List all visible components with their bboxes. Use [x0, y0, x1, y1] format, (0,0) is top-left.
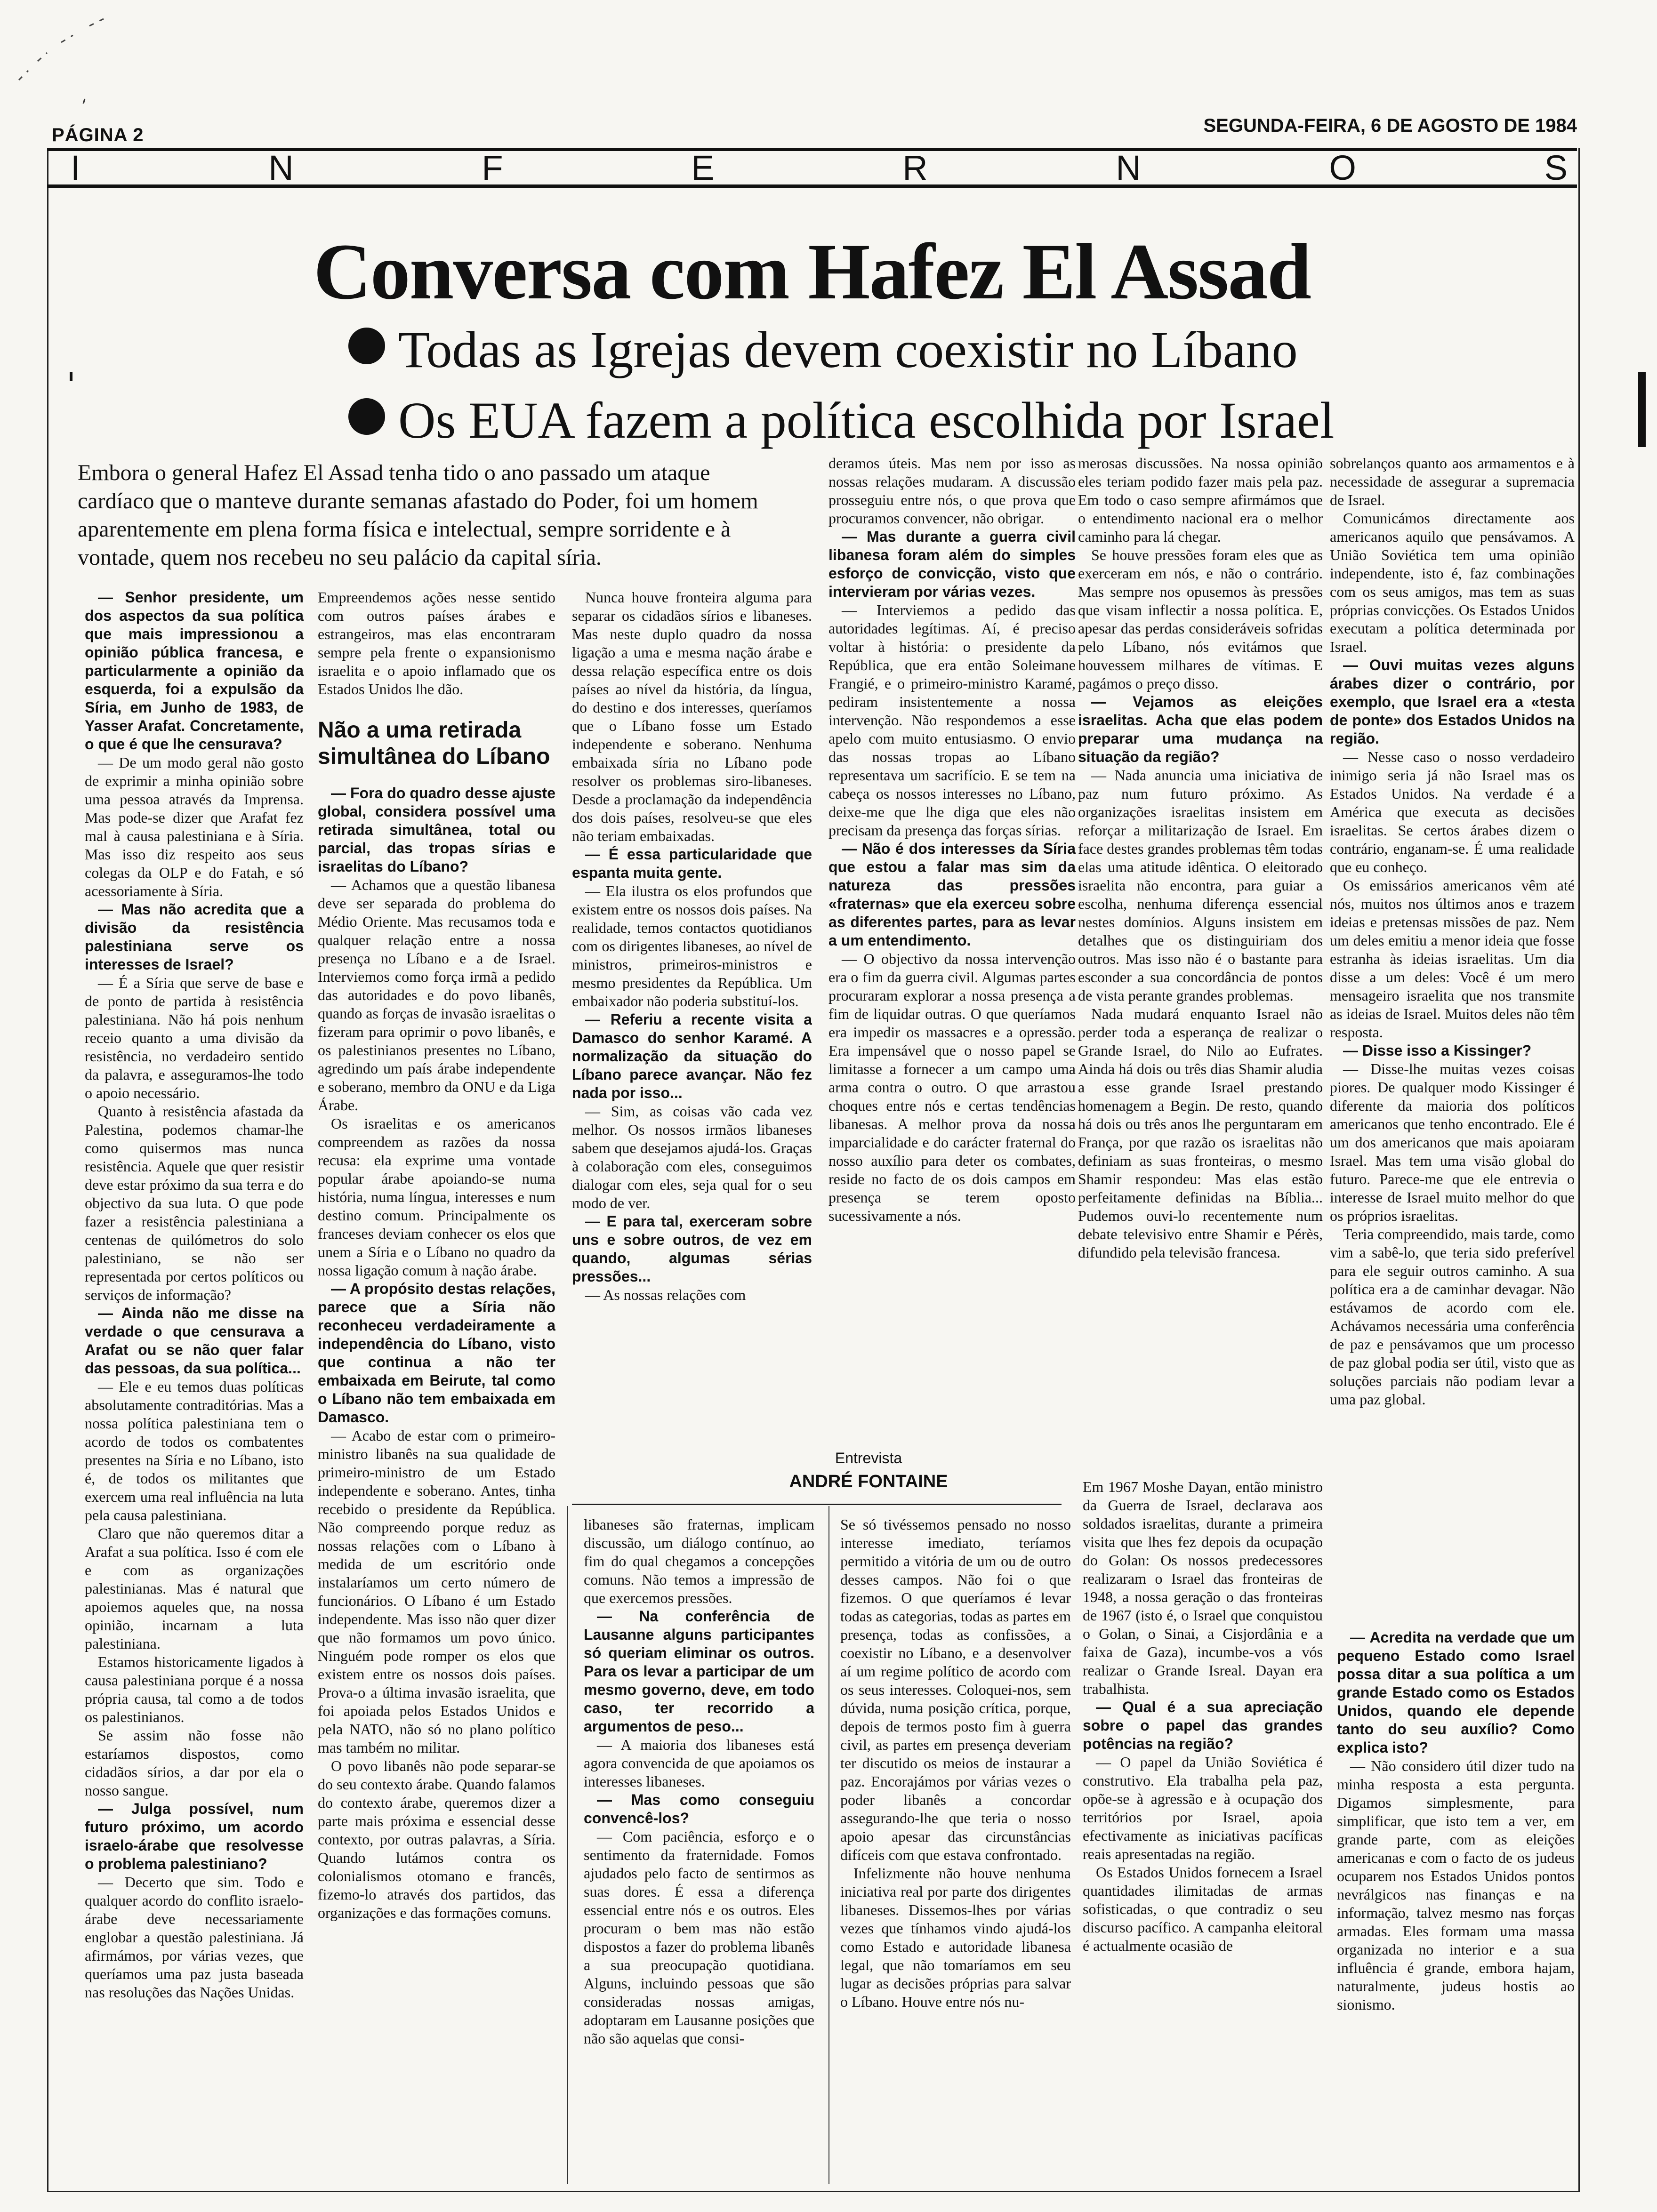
margin-mark — [1638, 372, 1646, 447]
article-paragraph: Teria compreendido, mais tarde, como vim a sabê-lo, que teria sido preferível para ele seguir outros caminho. A sua política era a de caminhar devagar. Não estávamos de acordo com ele. Achávamos necessária uma conferência de paz e pensávamos que um processo de paz global podia ser útil, visto que as soluções parciais não podiam levar a uma paz global. — [1330, 1226, 1575, 1408]
article-paragraph: Se só tivéssemos pensado no nosso interesse imediato, teríamos permitido a vitória de um ou de outro desses campos. Não foi o que fizemos. O que queríamos é levar todas as categorias, todas as partes em presença, todas as confissões, a coexistir no Líbano, e a desenvolver aí um regime político de acordo com os seus interesses. Coloquei-nos, sem dúvida, numa posição crítica, porque, depois de termos posto fim à guerra civil, as partes em presença deveriam ter discutido os meios de instaurar a paz. Encorajámos por várias vezes o poder libanês a concordar assegurando-lhe que teria o nosso apoio apesar das circunstâncias difíceis com que estava confrontado. — [840, 1516, 1071, 1863]
article-paragraph: — A maioria dos libaneses está agora convencida de que apoiamos os interesses libaneses. — [584, 1736, 814, 1790]
byline — [732, 1450, 1005, 1492]
article-paragraph: — De um modo geral não gosto de exprimir a minha opinião sobre uma pessoa através da Imprensa. Mas pode-se dizer que Arafat fez mal à causa palestiniana e à Síria. Mas isso diz respeito aos seus colegas da OLP e do Fatah, e só acessoriamente à Síria. — [85, 754, 304, 899]
article-column — [1078, 454, 1323, 1461]
interview-question: — Senhor presidente, um dos aspectos da sua política que mais impressionou a opinião pública francesa, e particularmente a opinião da esquerda, foi a expulsão da Síria, em Junho de 1983, de Yasser Arafat. Concretamente, o que é que lhe censurava? — [85, 589, 304, 753]
interview-question: — Na conferência de Lausanne alguns participantes só queriam eliminar os outros. Para os levar a participar de um mesmo governo, deve, em todo caso, ter recorrido a argumentos de peso... — [584, 1608, 814, 1735]
article-paragraph: Nunca houve fronteira alguma para separar os cidadãos sírios e libaneses. Mas neste duplo quadro da nossa ligação a uma e mesma nação árabe e dessa relação específica entre os dois países ao nível da história, da língua, do destino e dos interesses, queríamos que o Líbano fosse um Estado independente e soberano. Nenhuma embaixada síria no Líbano pode resolver os problemas siro-libaneses. Desde a proclamação da independência dos dois países, resolveu-se que eles não teriam embaixadas. — [572, 589, 812, 844]
interview-question: — Ainda não me disse na verdade o que censurava a Arafat ou se não quer falar das pessoas, da sua política... — [85, 1305, 304, 1377]
subheadline-text: Todas as Igrejas devem coexistir no Líbano — [398, 321, 1298, 378]
interview-question: — Fora do quadro desse ajuste global, considera possível uma retirada simultânea, total ou parcial, das tropas sírias e israelitas do Líbano? — [318, 785, 555, 875]
issue-date: SEGUNDA-FEIRA, 6 DE AGOSTO DE 1984 — [1203, 115, 1577, 136]
page-number-label: PÁGINA 2 — [52, 125, 144, 145]
interview-question: — Julga possível, num futuro próximo, um acordo israelo-árabe que resolvesse o problema palestiniano? — [85, 1800, 304, 1872]
article-paragraph: — As nossas relações com — [585, 1286, 746, 1303]
section-letter: E — [691, 148, 715, 187]
article-paragraph: — Ela ilustra os elos profundos que existem entre os nossos dois países. Na realidade, temos contactos quotidianos com os dirigentes libaneses, ao nível de ministros, primeiros-ministros e mesmo presidentes da República. Um embaixador não poderia substituí-los. — [572, 882, 812, 1010]
section-subhead: Não a uma retirada simultânea do Líbano — [318, 718, 550, 769]
column-rule — [828, 1506, 829, 2184]
article-paragraph: deramos úteis. Mas nem por isso as nossas relações mudaram. A discussão prosseguiu entre nós, o que prova que procuramos convencer, não obrigar. — [828, 455, 1076, 527]
article-paragraph: Os Estados Unidos fornecem a Israel quantidades ilimitadas de armas sofisticadas, o que contradiz o seu discurso pacífico. A campanha eleitoral é actualmente ocasião de — [1083, 1864, 1323, 1954]
interview-question: — Ouvi muitas vezes alguns árabes dizer o contrário, por exemplo, que Israel era a «testa de ponte» dos Estados Unidos na região. — [1330, 657, 1575, 747]
article-paragraph: Nada mudará enquanto Israel não perder toda a esperança de realizar o Grande Israel, do Nilo ao Eufrates. Ainda há dois ou três dias Shamir aludia a esse grande Israel prestando homenagem a Begin. De resto, quando há dois ou três anos lhe perguntaram em França, por que razão os israelitas não definiam as suas fronteiras, o mesmo Shamir respondeu: Mas elas estão perfeitamente definidas na Bíblia... Pudemos ouvi-lo recentemente num debate televisivo entre Shamir e Pérès, difundido pela televisão francesa. — [1078, 1005, 1323, 1261]
interview-question: — A propósito destas relações, parece que a Síria não reconheceu verdadeiramente a independência do Líbano, visto que continua a não ter embaixada em Beirute, tal como o Líbano não tem embaixada em Damasco. — [318, 1280, 555, 1426]
interview-question: — Não é dos interesses da Síria que estou a falar mas sim da natureza das pressões «fraternas» que ela exerceu sobre as diferentes partes, para as levar a um entendimento. — [828, 840, 1076, 949]
article-column — [828, 454, 1076, 1433]
article-column — [572, 588, 812, 1435]
byline-author: ANDRÉ FONTAINE — [789, 1472, 948, 1491]
interview-question: — Mas como conseguiu convencê-los? — [584, 1791, 814, 1827]
article-paragraph: merosas discussões. Na nossa opinião eles teriam podido fazer mais pela paz. Em todo o caso sempre afirmámos que o entendimento nacional era o melhor caminho para lá chegar. — [1078, 455, 1323, 545]
article-column — [1083, 1478, 1323, 2184]
interview-question: — Acredita na verdade que um pequeno Estado como Israel possa ditar a sua política a um grande Estado como os Estados Unidos, quando ele depende tanto do seu auxílio? Como explica isto? — [1337, 1629, 1575, 1756]
article-paragraph: — O objectivo da nossa intervenção era o fim da guerra civil. Algumas partes procuraram explorar a nossa presença a fim de liquidar outras. O que queríamos era impedir os massacres e a opressão. Era impensável que o nosso papel se limitasse a fornecer a um campo uma arma contra o outro. O que arrastou choques entre nós e certas tendências libanesas. A melhor prova da nossa imparcialidade e do carácter fraternal do nosso auxílio para deter os combates, reside no facto de os dois campos em presença se terem oposto sucessivamente a nós. — [828, 950, 1076, 1224]
article-paragraph: — Com paciência, esforço e o sentimento da fraternidade. Fomos ajudados pelo facto de sentirmos as suas dores. É essa a diferença essencial entre nós e os outros. Eles procuram o bem mas não estão dispostos a fazer do problema libanês a sua preocupação quotidiana. Alguns, incluindo pessoas que são consideradas nossas amigas, adoptaram em Lausanne posições que não são aquelas que consi- — [584, 1828, 814, 2047]
article-headline: Conversa com Hafez El Assad — [313, 227, 1311, 316]
subheadline-2 — [348, 391, 1334, 450]
article-paragraph: — Disse-lhe muitas vezes coisas piores. De qualquer modo Kissinger é diferente da maioria dos políticos americanos que tenho encontrado. Ele é um dos americanos que mais apoiaram Israel. Mas tem uma visão global do futuro. Parece-me que ele entrevia o interesse de Israel muito melhor do que os próprios israelitas. — [1330, 1060, 1575, 1224]
article-paragraph: O povo libanês não pode separar-se do seu contexto árabe. Quando falamos do contexto árabe, queremos dizer a parte mais próxima e essencial desse contexto, por outras palavras, a Síria. Quando lutámos contra os colonialismos otomano e francês, fizemo-lo através dos partidos, das organizações e das formações comuns. — [318, 1757, 555, 1921]
column-rule — [567, 1506, 568, 2184]
article-paragraph: — Interviemos a pedido das autoridades legítimas. Aí, é preciso voltar à história: o presidente da República, que era então Soleimane Frangié, e o primeiro-ministro Karamé, pediram insistentemente a nossa intervenção. Não respondemos a esse apelo com muito entusiasmo. O envio das nossas tropas ao Líbano representava um sacrifício. E se tem na cabeça os nossos interesses no Líbano, deixe-me que lhe diga que eles não precisam da presença das forças sírias. — [828, 601, 1076, 839]
subheadline-text: Os EUA fazem a política escolhida por Israel — [398, 392, 1335, 449]
byline-kicker: Entrevista — [835, 1450, 902, 1467]
article-paragraph: — O papel da União Soviética é construtivo. Ela trabalha pela paz, opõe-se à agressão e à ocupação dos territórios por Israel, apoia efectivamente as iniciativas pacíficas reais apresentadas na região. — [1083, 1754, 1323, 1862]
article-lead: Embora o general Hafez El Assad tenha tido o ano passado um ataque cardíaco que o manteve durante semanas afastado do Poder, foi um homem aparentemente em plena forma física e intelectual, sempre sorridente e à vontade, quem nos recebeu no seu palácio da capital síria. — [78, 460, 758, 570]
interview-question: — Mas durante a guerra civil libanesa foram além do simples esforço de convicção, visto que intervieram por várias vezes. — [828, 528, 1076, 600]
article-column — [318, 588, 555, 2179]
article-column — [1330, 454, 1575, 1603]
article-paragraph: — Ele e eu temos duas políticas absolutamente contraditórias. Mas a nossa política palestiniana tem o acordo de todos os combatentes presentes na Síria e no Líbano, isto é, de todos os militantes que exercem uma real influência na luta pela causa palestiniana. — [85, 1378, 304, 1523]
article-paragraph: — É a Síria que serve de base e de ponto de partida à resistência palestiniana. Não há pois nenhum receio quanto a uma divisão da resistência, no verdadeiro sentido da palavra, e asseguramos-lhe todo o apoio necessário. — [85, 974, 304, 1101]
article-paragraph: — Nada anuncia uma iniciativa de paz num futuro próximo. As organizações israelitas insistem em reforçar a militarização de Israel. Em face destes grandes problemas têm todas elas uma atitude idêntica. O eleitorado israelita não encontra, para guiar a escolha, nenhuma diferença essencial nestes domínios. Alguns insistem em detalhes que os distinguiriam dos outros. Mas isso não é o bastante para esconder a sua concordância de pontos de vista perante grandes problemas. — [1078, 767, 1323, 1004]
section-letter: F — [482, 148, 503, 187]
article-column — [85, 588, 304, 2179]
article-paragraph: — Achamos que a questão libanesa deve ser separada do problema do Médio Oriente. Mas recusamos toda e qualquer relação entre a nossa presença no Líbano e a de Israel. Interviemos como força irmã a pedido das autoridades e do povo libanês, quando as forças de invasão israelitas o fizeram para oprimir o povo libanês, e os palestinianos presentes no Líbano, agredindo um país árabe independente e soberano, membro da ONU e da Liga Árabe. — [318, 876, 555, 1114]
section-letter: N — [268, 148, 294, 187]
article-paragraph: — Não considero útil dizer tudo na minha resposta a esta pergunta. Digamos simplesmente, para simplificar, que isto tem a ver, em grande parte, com as eleições americanas e com o facto de os judeus ocuparem nos Estados Unidos pontos nevrálgicos nas finanças e na informação, talvez mesmo nas forças armadas. Eles formam uma massa organizada no interior e a sua influência é grande, embora hajam, naturalmente, judeus hostis ao sionismo. — [1337, 1757, 1575, 2013]
interview-question: — Vejamos as eleições israelitas. Acha que elas podem preparar uma mudança na situação da região? — [1078, 693, 1323, 765]
article-paragraph: Se assim não fosse não estaríamos dispostos, como cidadãos sírios, a dar por ela o nosso sangue. — [85, 1727, 304, 1799]
section-letter: N — [1116, 148, 1141, 187]
article-column — [840, 1515, 1071, 2184]
interview-question: — Referiu a recente visita a Damasco do senhor Karamé. A normalização da situação do Líbano parece avançar. Não fez nada por isso... — [572, 1011, 812, 1101]
section-letter: I — [71, 148, 80, 187]
byline-rule — [572, 1504, 1062, 1505]
margin-mark — [70, 372, 72, 381]
article-paragraph: Claro que não queremos ditar a Arafat a sua política. Isso é com ele e com as organizações palestinianas. Mas é natural que apoiemos aqueles que, na nossa opinião, incarnam a luta palestiniana. — [85, 1525, 304, 1652]
interview-question: — É essa particularidade que espanta muita gente. — [572, 846, 812, 881]
bullet-icon — [348, 328, 385, 364]
section-letter: O — [1329, 148, 1356, 187]
article-paragraph: Empreendemos ações nesse sentido com outros países árabes e estrangeiros, mas elas encontraram sempre pela frente o expansionismo israelita e o apoio inflamado que os Estados Unidos lhe dão. — [318, 589, 555, 697]
article-paragraph: Quanto à resistência afastada da Palestina, podemos chamar-lhe como quisermos mas nunca resistência. Aquele que quer resistir deve estar próximo da sua terra e do objectivo da sua luta. O que pode fazer a resistência palestiniana a centenas de quilómetros do solo palestiniano, se não ser representada por certos políticos ou serviços de informação? — [85, 1103, 304, 1303]
interview-question: — Qual é a sua apreciação sobre o papel das grandes potências na região? — [1083, 1699, 1323, 1752]
article-column — [1337, 1628, 1575, 2184]
section-banner — [47, 148, 1577, 188]
article-paragraph: sobrelanços quanto aos armamentos e à necessidade de assegurar a supremacia de Israel. — [1330, 455, 1575, 508]
subheadline-1 — [348, 320, 1298, 380]
article-paragraph: Os emissários americanos vêm até nós, muitos nos últimos anos e trazem ideias e pretensas missões de paz. Nem um deles emitiu a menor ideia que fosse estranha às ideias israelitas. Um dia disse a um deles: Você é um mero mensageiro israelita que nos transmite as ideias de Israel. Muitos deles não têm resposta. — [1330, 877, 1575, 1041]
pen-scribble-mark — [9, 9, 132, 104]
article-paragraph: — Sim, as coisas vão cada vez melhor. Os nossos irmãos libaneses sabem que desejamos ajudá-los. Graças à colaboração com eles, conseguimos dialogar com eles, seja qual for o seu modo de ver. — [572, 1103, 812, 1211]
article-column — [584, 1515, 814, 2184]
article-paragraph: Em 1967 Moshe Dayan, então ministro da Guerra de Israel, declarava aos soldados israelitas, durante a primeira visita que lhes fez depois da ocupação do Golan: Os nossos predecessores realizaram o Israel das fronteiras de 1948, a nossa geração o das fronteiras de 1967 (isto é, o Israel que conquistou o Golan, o Sinai, a Cisjordânia e a faixa de Gaza), incumbe-vos a vós realizar o Grande Isreal. Dayan era trabalhista. — [1083, 1478, 1323, 1697]
article-paragraph: — Decerto que sim. Todo e qualquer acordo do conflito israelo-árabe deve necessariamente englobar a questão palestiniana. Já afirmámos, por várias vezes, que queríamos uma paz justa baseada nas resoluções das Nações Unidas. — [85, 1874, 304, 2001]
interview-question: — Mas não acredita que a divisão da resistência palestiniana serve os interesses de Israel? — [85, 901, 304, 973]
article-paragraph: libaneses são fraternas, implicam discussão, um diálogo contínuo, ao fim do qual chegamos a concepções comuns. Não temos a impressão de que exercemos pressões. — [584, 1516, 814, 1606]
interview-question: — E para tal, exerceram sobre uns e sobre outros, de vez em quando, algumas sérias pressões... — [572, 1213, 812, 1285]
article-paragraph: Infelizmente não houve nenhuma iniciativa real por parte dos dirigentes libaneses. Dissemos-lhes por várias vezes que tínhamos vindo ajudá-los como Estado e autoridade libanesa legal, que não tomaríamos em seu lugar as decisões próprias para salvar o Líbano. Houve entre nós nu- — [840, 1865, 1071, 2010]
bullet-icon — [348, 398, 385, 435]
article-paragraph: Os israelitas e os americanos compreendem as razões da nossa recusa: ela exprime uma vontade popular árabe apoiando-se numa história, numa língua, interesses e num destino comum. Principalmente os franceses deviam conhecer os elos que unem a Síria e o Líbano no quadro da nossa ligação comum à nação árabe. — [318, 1115, 555, 1279]
article-paragraph: Estamos historicamente ligados à causa palestiniana porque é a nossa própria causa, tal como a de todos os palestinianos. — [85, 1653, 304, 1725]
article-paragraph: — Nesse caso o nosso verdadeiro inimigo seria já não Israel mas os Estados Unidos. Na verdade é a América que executa as decisões israelitas. Se certos árabes dizem o contrário, enganam-se. É uma realidade que eu conheço. — [1330, 748, 1575, 875]
article-paragraph: Se houve pressões foram eles que as exerceram em nós, e não o contrário. Mas sempre nos opusemos às pressões que visam inflectir a nossa política. E, apesar das perdas consideráveis sofridas pelo Líbano, nós evitámos que houvessem milhares de vítimas. E pagámos o preço disso. — [1078, 546, 1323, 692]
section-letter: S — [1544, 148, 1568, 187]
article-paragraph: Comunicámos directamente aos americanos aquilo que pensávamos. A União Soviética tem uma opinião independente, isto é, faz combinações com os seus amigos, mas tem as suas próprias convicções. Os Estados Unidos executam a política determinada por Israel. — [1330, 510, 1575, 655]
interview-question: — Disse isso a Kissinger? — [1343, 1042, 1532, 1059]
section-letter: R — [902, 148, 928, 187]
article-paragraph: — Acabo de estar com o primeiro-ministro libanês na sua qualidade de primeiro-ministro de um Estado independente e soberano. Antes, tinha recebido o presidente da República. Não compreendo porque reduz as nossas relações com o Líbano à medida de um escritório onde instalaríamos um certo número de funcionários. O Líbano é um Estado independente. Mas isso não quer dizer que não formamos um povo único. Ninguém pode romper os elos que existem entre os nossos dois países. Prova-o a última invasão israelita, que foi apoiada pelos Estados Unidos e pela NATO, não só no plano político mas também no militar. — [318, 1427, 555, 1756]
